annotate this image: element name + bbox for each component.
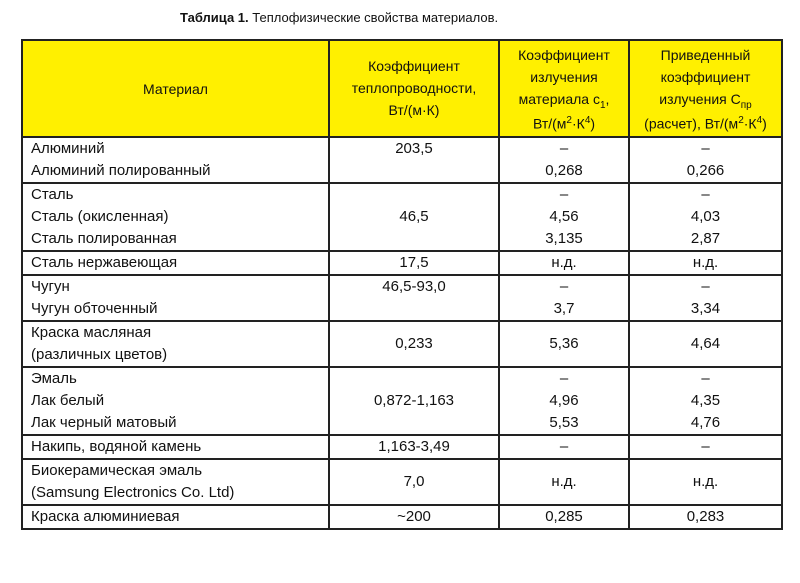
emission-cell: н.д.: [499, 251, 629, 275]
emission-cell: – 4,96 5,53: [499, 367, 629, 435]
conductivity-cell: 46,5: [329, 183, 499, 251]
reduced-cell: – 4,03 2,87: [629, 183, 782, 251]
emission-cell: 0,285: [499, 505, 629, 529]
table-number: Таблица 1.: [180, 10, 249, 25]
table-row: [22, 459, 782, 505]
materials-table: [21, 39, 783, 530]
conductivity-cell: 0,872-1,163: [329, 367, 499, 435]
header-emission-line: материала $c_1$,: [518, 90, 610, 111]
emission-cell: 5,36: [499, 321, 629, 367]
header-material: Материал: [22, 40, 329, 137]
header-conductivity: [329, 40, 499, 137]
emission-cell: – 3,7: [499, 275, 629, 321]
material-cell: Биокерамическая эмаль (Samsung Electronics Co. Ltd): [22, 459, 329, 505]
material-cell: Сталь Сталь (окисленная) Сталь полированная: [22, 183, 329, 251]
header-reduced-unit: (расчет), $Вт/(м^2\cdot К^4)$: [644, 114, 767, 132]
reduced-cell: –: [629, 435, 782, 459]
material-cell: Сталь нержавеющая: [22, 251, 329, 275]
table-row: [22, 367, 782, 435]
header-conductivity-line: теплопроводности,: [351, 79, 477, 96]
reduced-cell: н.д.: [629, 251, 782, 275]
header-row: [22, 40, 782, 137]
table-row: [22, 321, 782, 367]
reduced-cell: 0,283: [629, 505, 782, 529]
reduced-cell: 4,64: [629, 321, 782, 367]
emission-cell: н.д.: [499, 459, 629, 505]
table-row: [22, 435, 782, 459]
header-reduced-line: излучения $C_{пр}$: [659, 90, 752, 111]
material-cell: Чугун Чугун обточенный: [22, 275, 329, 321]
conductivity-cell: 7,0: [329, 459, 499, 505]
conductivity-cell: 0,233: [329, 321, 499, 367]
material-cell: Краска масляная (различных цветов): [22, 321, 329, 367]
header-emission: [499, 40, 629, 137]
emission-cell: – 4,56 3,135: [499, 183, 629, 251]
header-conductivity-line: Коэффициент: [368, 57, 460, 74]
table-row: [22, 275, 782, 321]
header-emission-line: Коэффициент: [518, 46, 610, 63]
conductivity-cell: ~200: [329, 505, 499, 529]
table-row: [22, 505, 782, 529]
conductivity-cell: 203,5: [329, 137, 499, 183]
material-cell: Эмаль Лак белый Лак черный матовый: [22, 367, 329, 435]
header-reduced-line: Приведенный: [660, 46, 751, 63]
table-caption: [180, 10, 498, 25]
emission-cell: –: [499, 435, 629, 459]
table-row: [22, 183, 782, 251]
conductivity-cell: 46,5-93,0: [329, 275, 499, 321]
material-cell: Краска алюминиевая: [22, 505, 329, 529]
header-emission-unit: $Вт/(м^2\cdot К^4)$: [532, 114, 596, 132]
table-title: Теплофизические свойства материалов.: [252, 10, 499, 25]
material-cell: Алюминий Алюминий полированный: [22, 137, 329, 183]
reduced-cell: – 3,34: [629, 275, 782, 321]
reduced-cell: н.д.: [629, 459, 782, 505]
header-emission-line: излучения: [530, 68, 598, 85]
header-reduced-line: коэффициент: [660, 68, 751, 85]
material-cell: Накипь, водяной камень: [22, 435, 329, 459]
emission-cell: – 0,268: [499, 137, 629, 183]
header-conductivity-line: Вт/(м·К): [388, 101, 440, 118]
conductivity-cell: 1,163-3,49: [329, 435, 499, 459]
table-row: [22, 251, 782, 275]
reduced-cell: – 0,266: [629, 137, 782, 183]
table-row: [22, 137, 782, 183]
reduced-cell: – 4,35 4,76: [629, 367, 782, 435]
header-reduced: [629, 40, 782, 137]
conductivity-cell: 17,5: [329, 251, 499, 275]
